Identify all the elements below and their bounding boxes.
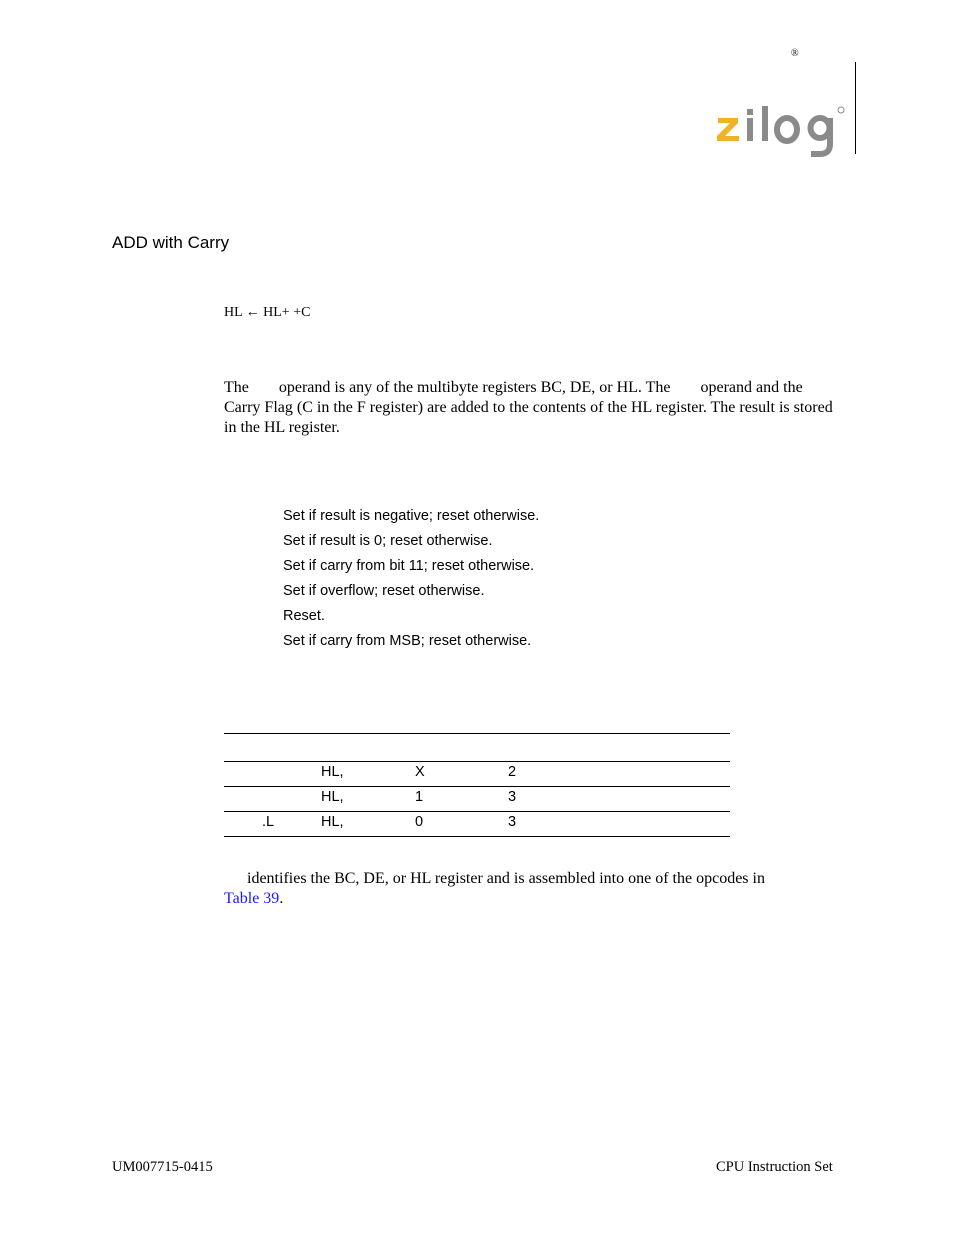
flag-line: Set if result is 0; reset otherwise.: [283, 533, 493, 549]
table-bottom-rule: [224, 836, 730, 837]
table-row-operand: HL,: [321, 814, 344, 830]
table-row-col3: X: [415, 764, 425, 780]
table-row-col4: 2: [508, 764, 517, 780]
table-row-operand: HL,: [321, 789, 344, 805]
flag-line: Set if carry from bit 11; reset otherwise.: [283, 558, 535, 574]
description-part-1: operand is any of the multibyte registers BC, DE, or HL. The: [278, 379, 671, 396]
chapter-title: CPU Instruction Set: [716, 1159, 833, 1175]
flag-line: Set if result is negative; reset otherwise.: [283, 508, 540, 524]
description-part-2: operand and the Carry Flag (C in the F register) are added to the contents of the HL register. The result is stored in the HL register.: [224, 379, 833, 436]
table-row-col4: 3: [508, 789, 517, 805]
registered-mark: ®: [791, 48, 799, 59]
description-paragraph: [224, 378, 839, 438]
table-row-col4: 3: [508, 814, 517, 830]
flag-line: Set if carry from MSB; reset otherwise.: [283, 633, 532, 649]
note-paragraph: [224, 869, 839, 909]
note-period: .: [279, 890, 284, 907]
table-39-link[interactable]: Table 39: [224, 890, 280, 907]
flag-line: Set if overflow; reset otherwise.: [283, 583, 485, 599]
operation-formula: HL ← HL+ +C: [224, 305, 311, 320]
table-row-col3: 1: [415, 789, 424, 805]
header-vertical-rule: [855, 62, 856, 154]
table-row-suffix: .L: [262, 814, 275, 830]
table-row-rule: [224, 786, 730, 787]
table-row-col3: 0: [415, 814, 424, 830]
flag-line: Reset.: [283, 608, 325, 624]
zilog-logo: [714, 104, 848, 160]
document-number: UM007715-0415: [112, 1159, 213, 1175]
table-top-rule: [224, 733, 730, 734]
table-row-operand: HL,: [321, 764, 344, 780]
description-word-the: The: [224, 379, 249, 396]
table-row-rule: [224, 811, 730, 812]
section-title: ADD with Carry: [112, 233, 230, 252]
note-text: identifies the BC, DE, or HL register and is assembled into one of the opcodes in: [247, 870, 765, 887]
table-header-rule: [224, 761, 730, 762]
